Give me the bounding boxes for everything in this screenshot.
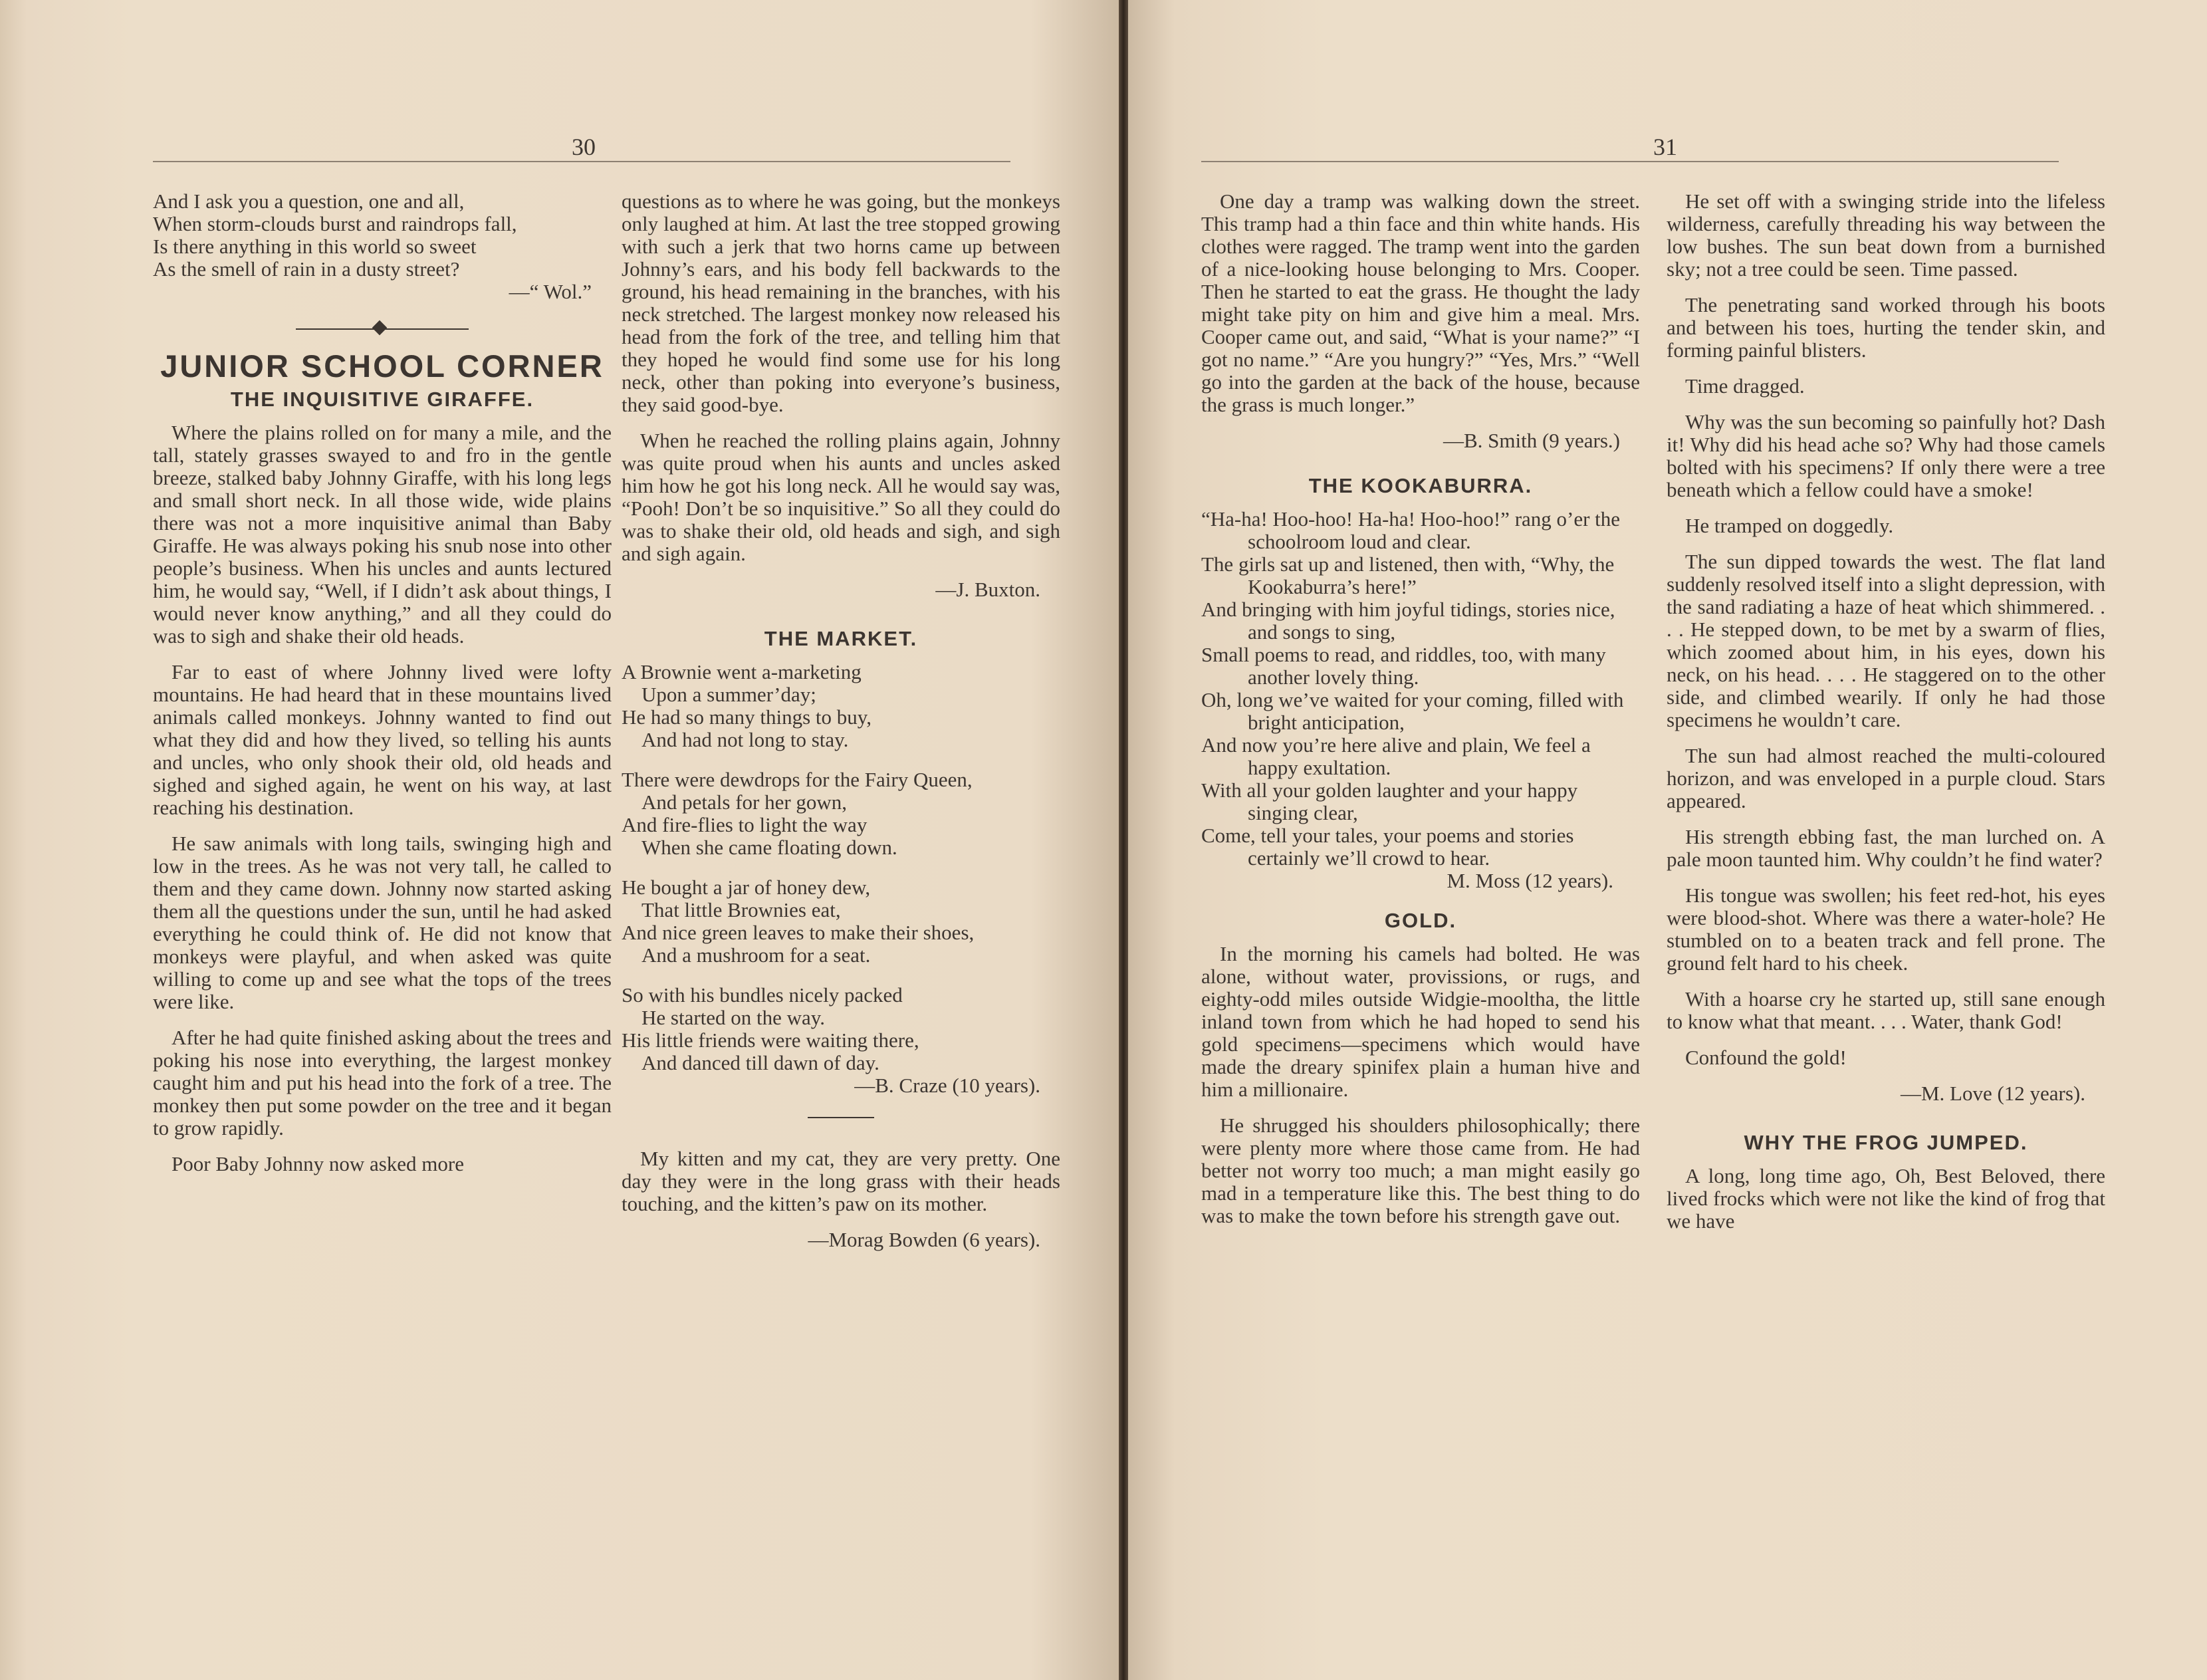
market-title: THE MARKET. bbox=[764, 627, 918, 650]
section-title: JUNIOR SCHOOL CORNER bbox=[160, 348, 604, 384]
gold-paragraph: The sun had almost reached the multi-coloured horizon, and was enveloped in a purple cloud. Stars appeared. bbox=[1667, 744, 2105, 812]
verse-line: “Ha-ha! Hoo-hoo! Ha-ha! Hoo-hoo!” rang o’er the schoolroom loud and clear. bbox=[1201, 507, 1621, 553]
gold-paragraph: His tongue was swollen; his feet red-hot, his eyes were blood-shot. Where was there a water-hole? He stumbled on to a beaten track and fell prone. The ground felt hard to his cheek. bbox=[1667, 884, 2105, 975]
poem-line: Is there anything in this world so sweet bbox=[153, 235, 477, 258]
verse-line: His little friends were waiting there, bbox=[622, 1028, 919, 1052]
verse-line: And bringing with him joyful tidings, stories nice, and songs to sing, bbox=[1201, 598, 1615, 644]
kitten-paragraph: My kitten and my cat, they are very pretty. One day they were in the long grass with their heads touching, and the kitten’s paw on its mother. bbox=[622, 1147, 1060, 1215]
verse-line: And petals for her gown, bbox=[641, 790, 848, 814]
right-column-2 bbox=[1667, 190, 2105, 1246]
gold-paragraph: With a hoarse cry he started up, still sane enough to know what that meant. . . . Water, thank God! bbox=[1667, 987, 2105, 1033]
rain-poem bbox=[153, 190, 612, 303]
ornament-divider bbox=[296, 320, 469, 338]
gold-paragraph: Time dragged. bbox=[1685, 374, 1805, 398]
right-column-1 bbox=[1201, 190, 1640, 1241]
kookaburra-title: THE KOOKABURRA. bbox=[1308, 474, 1533, 497]
header-rule bbox=[1201, 161, 2059, 162]
gold-paragraph: Confound the gold! bbox=[1685, 1046, 1847, 1069]
short-divider bbox=[808, 1117, 874, 1118]
gold-paragraph: He tramped on doggedly. bbox=[1685, 514, 1894, 537]
gold-paragraph: The sun dipped towards the west. The flat land suddenly resolved itself into a slight depression, with the sand radiating a haze of heat which shimmered. . . . He stepped down, to be met by a swarm of flies, which zoomed about him, in his eyes, down his neck, on his head. . . . He staggered on to the other side, and climbed wearily. If only he had those specimens he wouldn’t care. bbox=[1667, 550, 2105, 731]
market-stanza bbox=[622, 984, 1060, 1097]
verse-line: A Brownie went a-marketing bbox=[622, 660, 862, 683]
left-column-1 bbox=[153, 190, 612, 1189]
gold-title: GOLD. bbox=[1384, 909, 1457, 932]
verse-line: Upon a summer’day; bbox=[641, 683, 816, 706]
story-author: —J. Buxton. bbox=[935, 578, 1040, 601]
story-paragraph: When he reached the rolling plains again, Johnny was quite proud when his aunts and uncles asked him how he got his long neck. All he would say was, “Pooh! Don’t be so inquisitive.” So all they could do was to shake their old, old heads and sigh, and sigh and sigh again. bbox=[622, 429, 1060, 565]
left-column-2 bbox=[622, 190, 1060, 1264]
kookaburra-poem bbox=[1201, 508, 1640, 892]
verse-line: And now you’re here alive and plain, We feel a happy exultation. bbox=[1201, 733, 1591, 779]
poem-line: And I ask you a question, one and all, bbox=[153, 189, 465, 213]
market-stanza bbox=[622, 661, 1060, 751]
verse-line: With all your golden laughter and your happy singing clear, bbox=[1201, 779, 1578, 824]
story-paragraph: He saw animals with long tails, swinging high and low in the trees. As he was not very tall, he called to them and they came down. Johnny now started asking them all the questions under the sun, until he had asked everything he could think of. He did not know that monkeys were playful, and when asked was quite willing to come up and see what the tops of the trees were like. bbox=[153, 832, 612, 1013]
diamond-ornament-icon bbox=[372, 320, 388, 336]
story-paragraph: After he had quite finished asking about the trees and poking his nose into everything, the largest monkey caught him and put his head into the fork of a tree. The monkey then put some powder on the tree and it began to grow rapidly. bbox=[153, 1026, 612, 1140]
gold-paragraph: The penetrating sand worked through his boots and between his toes, hurting the tender skin, and forming painful blisters. bbox=[1667, 293, 2105, 362]
right-page bbox=[1128, 0, 2207, 1680]
verse-line: There were dewdrops for the Fairy Queen, bbox=[622, 768, 973, 791]
verse-line: He bought a jar of honey dew, bbox=[622, 876, 871, 899]
story-paragraph: Far to east of where Johnny lived were lofty mountains. He had heard that in these mountains lived animals called monkeys. Johnny wanted to find out what they did and how they lived, so telling his aunts and uncles, who only shook their old, old heads and sighed and sighed again, he went on his way, at last reaching his destination. bbox=[153, 660, 612, 819]
tramp-paragraph: One day a tramp was walking down the street. This tramp had a thin face and thin white hands. His clothes were ragged. The tramp went into the garden of a nice-looking house belonging to Mrs. Cooper. Then he started to eat the grass. He thought the lady might take pity on him and give him a meal. Mrs. Cooper came out, and said, “What is your name?” “I got no name.” “Are you hungry?” “Yes, Mrs.” “Well go into the garden at the back of the house, because the grass is much longer.” bbox=[1201, 189, 1640, 416]
verse-line: Oh, long we’ve waited for your coming, filled with bright anticipation, bbox=[1201, 688, 1624, 734]
page-number-30: 30 bbox=[572, 134, 596, 160]
book-gutter bbox=[1119, 0, 1128, 1680]
gold-author: —M. Love (12 years). bbox=[1900, 1082, 2085, 1105]
tramp-author: —B. Smith (9 years.) bbox=[1443, 429, 1620, 452]
story-paragraph: Poor Baby Johnny now asked more bbox=[172, 1152, 464, 1175]
market-stanza bbox=[622, 876, 1060, 967]
verse-line: He had so many things to buy, bbox=[622, 705, 871, 729]
frog-title: WHY THE FROG JUMPED. bbox=[1744, 1131, 2028, 1154]
market-stanza bbox=[622, 769, 1060, 859]
verse-line: And danced till dawn of day. bbox=[641, 1051, 879, 1074]
market-author: —B. Craze (10 years). bbox=[854, 1074, 1040, 1097]
header-rule bbox=[153, 161, 1010, 162]
verse-line: And a mushroom for a seat. bbox=[641, 943, 871, 967]
kookaburra-author: M. Moss (12 years). bbox=[1447, 869, 1613, 892]
verse-line: Come, tell your tales, your poems and stories certainly we’ll crowd to hear. bbox=[1201, 824, 1574, 870]
verse-line: The girls sat up and listened, then with, “Why, the Kookaburra’s here!” bbox=[1201, 552, 1615, 598]
gold-paragraph: His strength ebbing fast, the man lurched on. A pale moon taunted him. Why couldn’t he find water? bbox=[1667, 825, 2105, 871]
poem-author: —“ Wol.” bbox=[509, 280, 592, 303]
gold-paragraph: Why was the sun becoming so painfully hot? Dash it! Why did his head ache so? Why had those camels bolted with his specimens? If only there were a tree beneath which a fellow could have a smoke! bbox=[1667, 410, 2105, 501]
frog-paragraph: A long, long time ago, Oh, Best Beloved, there lived frocks which were not like the kind of frog that we have bbox=[1667, 1164, 2105, 1233]
page-number-31: 31 bbox=[1653, 134, 1677, 160]
verse-line: And nice green leaves to make their shoes, bbox=[622, 921, 975, 944]
verse-line: And had not long to stay. bbox=[641, 728, 849, 751]
verse-line: That little Brownies eat, bbox=[641, 898, 841, 921]
poem-line: As the smell of rain in a dusty street? bbox=[153, 257, 460, 281]
gold-paragraph: In the morning his camels had bolted. He was alone, without water, provissions, or rugs, and eighty-odd miles outside Widgie-mooltha, the little inland town from which he had hoped to send his gold specimens—specimens which would have made the dreary spinifex plain a human hive and him a millionaire. bbox=[1201, 942, 1640, 1101]
verse-line: He started on the way. bbox=[641, 1006, 826, 1029]
story-paragraph: questions as to where he was going, but the monkeys only laughed at him. At last the tree stopped growing with such a jerk that two horns came up between Johnny’s ears, and his body fell backwards to the ground, his head remaining in the branches, with his neck stretched. The largest monkey now released his head from the fork of the tree, and telling him that they hoped he would find some use for his long neck, other than poking into everyone’s business, they said good-bye. bbox=[622, 189, 1060, 416]
gold-paragraph: He shrugged his shoulders philosophically; there were plenty more where those came from. He had better not worry too much; a man might easily go mad in a temperature like this. The best thing to do was to make the town before his strength gave out. bbox=[1201, 1114, 1640, 1227]
verse-line: When she came floating down. bbox=[641, 836, 897, 859]
verse-line: So with his bundles nicely packed bbox=[622, 983, 903, 1007]
story-paragraph: Where the plains rolled on for many a mile, and the tall, stately grasses swayed to and fro in the gentle breeze, stalked baby Johnny Giraffe, with his long legs and small short neck. In all those wide, wide plains there was not a more inquisitive animal than Baby Giraffe. He was always poking his snub nose into other people’s business. When his uncles and aunts lectured him, he would say, “Well, if I didn’t ask about things, I would never know anything,” and all they could do was to sigh and shake their old heads. bbox=[153, 421, 612, 648]
story-title: THE INQUISITIVE GIRAFFE. bbox=[230, 388, 534, 411]
gold-paragraph: He set off with a swinging stride into the lifeless wilderness, carefully threading his way between the low bushes. The sun beat down from a burnished sky; not a tree could be seen. Time passed. bbox=[1667, 189, 2105, 281]
kitten-author: —Morag Bowden (6 years). bbox=[808, 1228, 1040, 1251]
poem-line: When storm-clouds burst and raindrops fall, bbox=[153, 212, 517, 235]
verse-line: And fire-flies to light the way bbox=[622, 813, 868, 836]
verse-line: Small poems to read, and riddles, too, with many another lovely thing. bbox=[1201, 643, 1606, 689]
